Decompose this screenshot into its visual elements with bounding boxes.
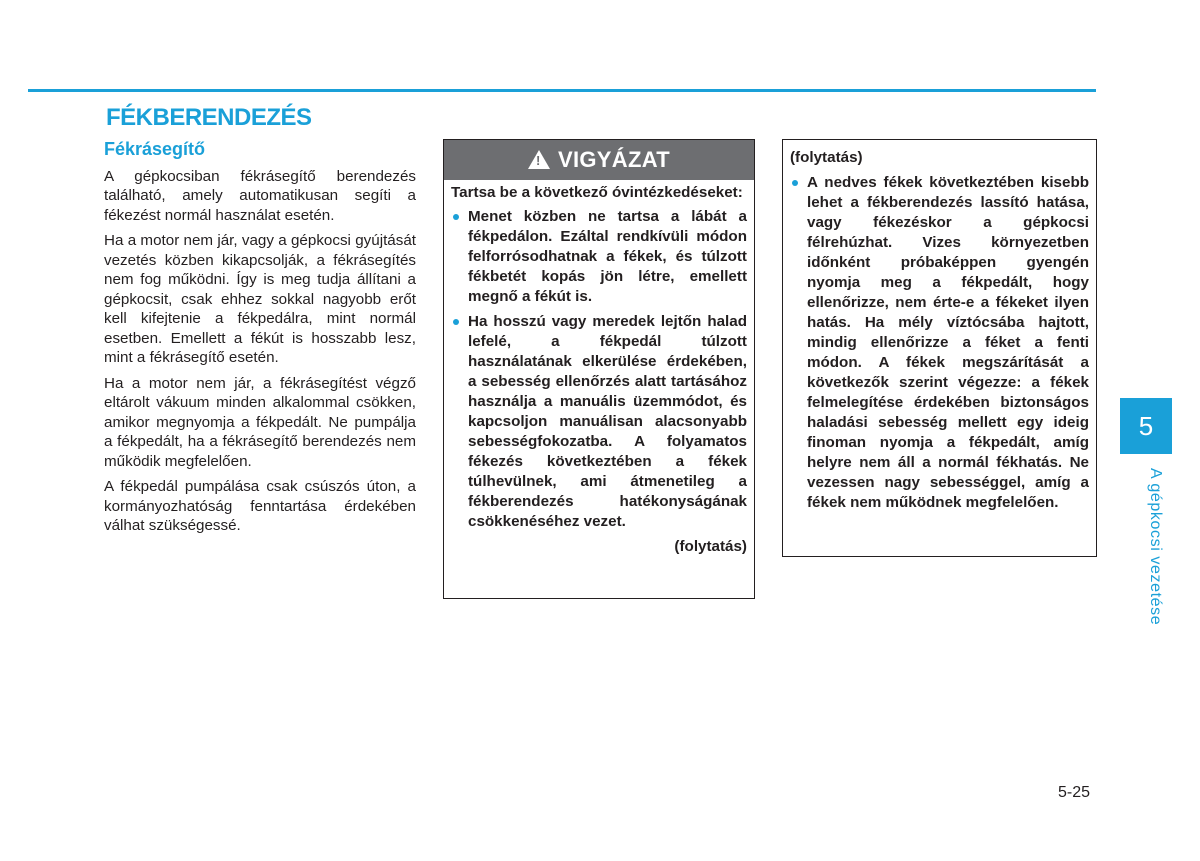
chapter-title: A gépkocsi vezetése	[1147, 468, 1164, 626]
paragraph: A fékpedál pumpálása csak csúszós úton, a kormányozhatóság fenntartása érdekében válhat szükségessé.	[104, 478, 416, 534]
bullet-dot-icon	[453, 319, 459, 325]
continuation-box	[782, 139, 1097, 557]
list-item	[451, 207, 747, 307]
warning-triangle-icon: !	[528, 150, 550, 169]
section-title: FÉKBERENDEZÉS	[106, 104, 312, 131]
paragraph: Ha a motor nem jár, a fékrásegítést végző eltárolt vákuum minden alkalommal csökken, amikor megnyomja a fékpedált. Ne pumpálja a fékpedált, ha a fékrásegítő berendezés nem működik megfelelően.	[104, 374, 416, 470]
warning-box	[443, 139, 755, 599]
list-item	[451, 312, 747, 532]
page-number: 5-25	[1058, 784, 1091, 801]
continued-label: (folytatás)	[674, 538, 747, 555]
warning-title: VIGYÁZAT	[558, 147, 670, 172]
bullet-text: A nedves fékek következtében kisebb lehet a fékberendezés lassító hatása, vagy fékezéskor a gépkocsi félrehúzhat. Vizes környezetben időnként próbaképpen gyengén nyomja meg a fékpedált, hogy ellenőrizze, nem érte-e a fékeket ilyen hatás. Ha mély víztócsába hajtott, mindig ellenőrizze a féket a fenti módon. A fékek megszárítását a következők szerint végezze: a fékek felmelegítése érdekében biztonságos haladási sebesség mellett egy ideig finoman nyomja a fékpedált, amíg helyre nem áll a normál fékhatás. Ne vezessen nagy sebességgel, amíg a fékek nem működnek megfelelően.	[807, 174, 1089, 511]
warning-body	[444, 180, 754, 557]
chapter-number-tab: 5	[1120, 398, 1172, 454]
bullet-dot-icon	[453, 214, 459, 220]
bullet-dot-icon	[792, 180, 798, 186]
subsection-title: Fékrásegítő	[104, 139, 206, 159]
warning-header	[444, 140, 754, 180]
continuation-bullet-list	[790, 173, 1089, 513]
top-rule	[28, 89, 1096, 92]
warning-bullet-list	[451, 207, 747, 532]
continuation-body	[783, 140, 1096, 513]
paragraph: A gépkocsiban fékrásegítő berendezés található, amely automatikusan segíti a fékezést normál használat esetén.	[104, 167, 416, 224]
main-text-column	[104, 140, 416, 542]
continuation-label: (folytatás)	[790, 149, 863, 166]
bullet-text: Menet közben ne tartsa a lábát a fékpedálon. Ezáltal rendkívüli módon felforrósodhatnak a fékek, és túlzott fékbetét kopás jön létre, emellett megnő a fékút is.	[468, 208, 747, 305]
bullet-text: Ha hosszú vagy meredek lejtőn halad lefelé, a fékpedál túlzott használatának elkerülése érdekében, a sebesség ellenőrzés alatt tartásához használja a manuális üzemmódot, és kapcsoljon manuálisan alacsonyabb sebességfokozatba. A folyamatos fékezés következtében a fékek túlhevülnek, ami átmenetileg a fékberendezés hatékonyságának csökkenéséhez vezet.	[468, 313, 747, 530]
warning-intro: Tartsa be a következő óvintézkedéseket:	[451, 184, 743, 201]
list-item	[790, 173, 1089, 513]
paragraph: Ha a motor nem jár, vagy a gépkocsi gyújtását vezetés közben kikapcsolják, a fékrásegítés nem fog működni. Így is meg tudja állítani a gépkocsit, csak ehhez sokkal nagyobb erőt kell kifejtenie a fékpedálra, mint normál esetben. Emellett a fékút is hosszabb lesz, mint a fékrásegítő esetén.	[104, 232, 416, 366]
